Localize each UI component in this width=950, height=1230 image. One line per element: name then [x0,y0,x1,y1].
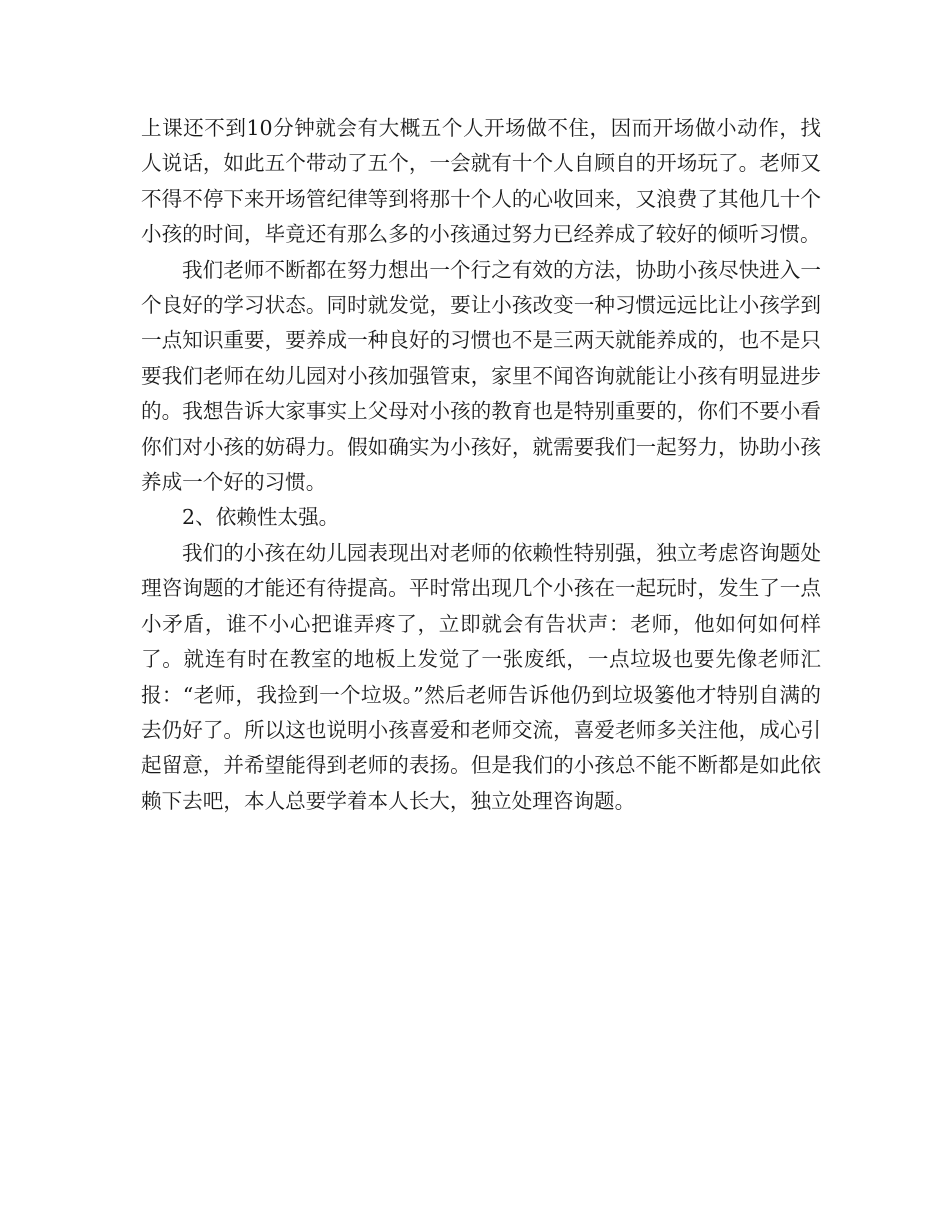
section-heading-dependence: 2、依赖性太强。 [182,505,340,530]
paragraph-dependence: 我们的小孩在幼儿园表现出对老师的依赖性特别强，独立考虑咨询题处理咨询题的才能还有待提高。平时常出现几个小孩在一起玩时，发生了一点小矛盾，谁不小心把谁弄疼了，立即就会有告状声：老师，他如何如何样了。就连有时在教室的地板上发觉了一张废纸，一点垃圾也要先像老师汇报：“老师，我捡到一个垃圾。”然后老师告诉他仍到垃圾篓他才特别自满的去仍好了。所以这也说明小孩喜爱和老师交流，喜爱老师多关注他，成心引起留意，并希望能得到老师的表扬。但是我们的小孩总不能不断都是如此依赖下去吧，本人总要学着本人长大，独立处理咨询题。 [141,540,821,813]
document-body [141,111,821,819]
paragraph-teacher-effort: 我们老师不断都在努力想出一个行之有效的方法，协助小孩尽快进入一个良好的学习状态。同时就发觉，要让小孩改变一种习惯远远比让小孩学到一点知识重要，要养成一种良好的习惯也不是三两天就能养成的，也不是只要我们老师在幼儿园对小孩加强管束，家里不闻咨询就能让小孩有明显进步的。我想告诉大家事实上父母对小孩的教育也是特别重要的，你们不要小看你们对小孩的妨碍力。假如确实为小孩好，就需要我们一起努力，协助小孩养成一个好的习惯。 [141,257,821,495]
paragraph-continuation: 上课还不到10分钟就会有大概五个人开场做不住，因而开场做小动作，找人说话，如此五个带动了五个，一会就有十个人自顾自的开场玩了。老师又不得不停下来开场管纪律等到将那十个人的心收回来，又浪费了其他几十个小孩的时间，毕竟还有那么多的小孩通过努力已经养成了较好的倾听习惯。 [141,116,821,247]
